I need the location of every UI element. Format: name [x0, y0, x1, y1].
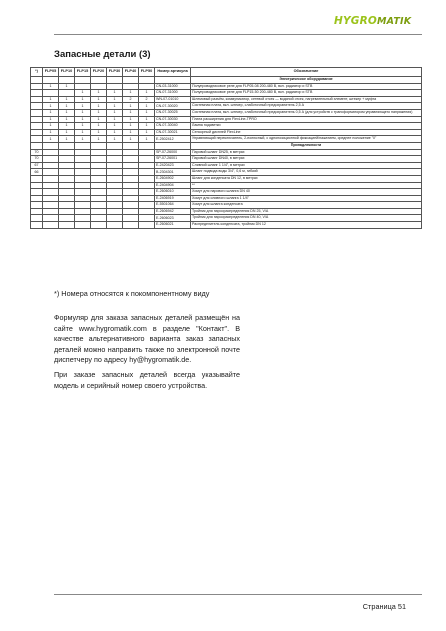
table-row — [31, 123, 422, 130]
table-cell: 1 — [91, 109, 107, 116]
table-row — [31, 156, 422, 163]
table-cell: 1 — [139, 90, 155, 97]
table-cell — [91, 142, 107, 149]
table-cell — [59, 162, 75, 169]
table-cell — [139, 149, 155, 156]
table-cell — [139, 182, 155, 189]
footnote: *) Номера относятся к покомпонентному виду — [54, 289, 210, 298]
table-section-row — [31, 142, 422, 149]
table-row — [31, 222, 422, 229]
table-cell: 1 — [123, 90, 139, 97]
table-cell: 1 — [107, 109, 123, 116]
table-cell: 1 — [107, 90, 123, 97]
table-cell — [43, 149, 59, 156]
table-cell — [75, 189, 91, 196]
table-cell — [43, 202, 59, 209]
description-cell: Электрическое оборудование — [191, 77, 422, 84]
table-cell: 1 — [59, 136, 75, 143]
table-cell — [75, 149, 91, 156]
table-cell — [91, 208, 107, 215]
article-number-cell: SP-07-26001 — [155, 156, 191, 163]
article-number-cell: CN-07-30020 — [155, 103, 191, 110]
table-cell: 1 — [107, 136, 123, 143]
table-cell: 1 — [123, 103, 139, 110]
table-cell — [43, 182, 59, 189]
table-cell: 1 — [59, 116, 75, 123]
table-cell — [139, 162, 155, 169]
table-cell: 1 — [75, 116, 91, 123]
table-cell — [91, 149, 107, 156]
table-cell — [31, 123, 43, 130]
description-cell: Хомут для шланга конденсата — [191, 202, 422, 209]
table-cell — [91, 162, 107, 169]
table-cell — [43, 169, 59, 176]
table-cell — [123, 156, 139, 163]
table-row — [31, 162, 422, 169]
table-cell — [43, 208, 59, 215]
table-cell — [31, 136, 43, 143]
article-number-cell: E-2606010 — [155, 189, 191, 196]
description-cell: Системная плата, вкл. штекер, слаботочный предохранитель 2,5 А — [191, 103, 422, 110]
table-cell: 1 — [107, 103, 123, 110]
table-cell — [123, 215, 139, 222]
article-number-cell: E-2604902 — [155, 175, 191, 182]
table-cell — [59, 149, 75, 156]
table-cell: 66 — [31, 169, 43, 176]
table-cell — [43, 215, 59, 222]
table-cell — [31, 96, 43, 103]
table-cell: 1 — [91, 90, 107, 97]
table-cell — [91, 222, 107, 229]
table-cell — [31, 77, 43, 84]
table-cell — [59, 208, 75, 215]
table-cell: 2 — [139, 96, 155, 103]
table-cell — [107, 162, 123, 169]
table-cell — [31, 182, 43, 189]
article-number-cell: CN-07-30025 — [155, 109, 191, 116]
table-cell — [31, 90, 43, 97]
description-cell: Паровой шланг DN40, в метрах — [191, 156, 422, 163]
table-cell — [91, 189, 107, 196]
header-rule — [54, 34, 422, 35]
table-cell: 1 — [123, 136, 139, 143]
table-cell — [31, 103, 43, 110]
table-cell: 70 — [31, 149, 43, 156]
table-cell — [123, 202, 139, 209]
description-cell: ** — [191, 182, 422, 189]
table-cell — [59, 156, 75, 163]
table-cell — [75, 222, 91, 229]
table-cell — [91, 182, 107, 189]
table-cell — [107, 149, 123, 156]
description-cell: Принадлежности — [191, 142, 422, 149]
description-cell: Шланг подвода воды 3/4", 0,6 м, гибкий — [191, 169, 422, 176]
table-cell: 1 — [43, 129, 59, 136]
table-cell — [123, 77, 139, 84]
table-cell — [75, 83, 91, 90]
table-cell — [59, 195, 75, 202]
description-cell: Шлемовый разъём, коммуникатор, сетевой отсек — водяной отсек, нагревательный элемент, штекер + муфта — [191, 96, 422, 103]
table-cell — [107, 169, 123, 176]
table-cell — [139, 169, 155, 176]
table-cell — [59, 215, 75, 222]
table-cell: 1 — [43, 136, 59, 143]
table-cell: 1 — [91, 96, 107, 103]
table-cell: 1 — [107, 129, 123, 136]
article-number-cell: E-2606021 — [155, 222, 191, 229]
table-cell — [59, 202, 75, 209]
table-cell — [75, 169, 91, 176]
table-cell — [91, 175, 107, 182]
table-cell — [139, 83, 155, 90]
spare-parts-table — [30, 67, 422, 229]
table-cell: 1 — [91, 136, 107, 143]
table-cell — [31, 175, 43, 182]
table-cell — [75, 182, 91, 189]
table-cell — [59, 182, 75, 189]
article-number-cell: E-5501064 — [155, 202, 191, 209]
table-cell — [43, 189, 59, 196]
table-cell — [123, 189, 139, 196]
table-cell: 1 — [91, 116, 107, 123]
table-cell: 70 — [31, 156, 43, 163]
table-cell: 1 — [123, 116, 139, 123]
description-cell: Шланг для конденсата DN 12, в метрах — [191, 175, 422, 182]
article-number-cell: CN-07-30021 — [155, 129, 191, 136]
logo-part-matik: MATIK — [377, 16, 412, 27]
description-cell: Плата расширения для FlexLine-TPRO — [191, 116, 422, 123]
table-cell — [43, 142, 59, 149]
column-header: Обозначение — [191, 68, 422, 77]
table-cell — [107, 195, 123, 202]
description-cell: Распределитель конденсата, тройник DN 12 — [191, 222, 422, 229]
column-header: FLP40 — [123, 68, 139, 77]
table-row — [31, 182, 422, 189]
table-cell — [91, 156, 107, 163]
table-cell — [107, 189, 123, 196]
table-cell — [139, 222, 155, 229]
article-number-cell: E-2420423 — [155, 162, 191, 169]
table-cell — [91, 83, 107, 90]
table-cell — [123, 142, 139, 149]
article-number-cell: E-2406919 — [155, 195, 191, 202]
table-header-row — [31, 68, 422, 77]
table-cell — [123, 208, 139, 215]
table-cell: 1 — [43, 123, 59, 130]
table-cell — [139, 208, 155, 215]
table-cell — [139, 77, 155, 84]
table-cell — [31, 116, 43, 123]
table-cell: 1 — [75, 109, 91, 116]
table-row — [31, 189, 422, 196]
table-row — [31, 169, 422, 176]
table-cell — [91, 195, 107, 202]
description-cell: Полупроводниковое реле для FLP05-08 200-480 В, вкл. радиатор и STB — [191, 83, 422, 90]
table-cell — [107, 208, 123, 215]
table-cell — [107, 83, 123, 90]
table-cell: 1 — [59, 96, 75, 103]
order-note-paragraph: При заказе запасных деталей всегда указывайте модель и серийный номер своего устройства. — [54, 370, 240, 390]
table-cell: 1 — [75, 136, 91, 143]
table-cell — [31, 202, 43, 209]
description-cell: Паровой шланг DN25, в метрах — [191, 149, 422, 156]
hygromatik-logo — [334, 15, 424, 27]
table-row — [31, 103, 422, 110]
description-cell: Системная плата, вкл. штекер, слаботочный предохранитель 0,5 А (для устройств с трансформатором управляющего напряжения) — [191, 109, 422, 116]
table-row — [31, 175, 422, 182]
table-cell — [31, 129, 43, 136]
column-header: FLP15 — [75, 68, 91, 77]
table-cell: 1 — [75, 129, 91, 136]
table-row — [31, 202, 422, 209]
table-cell — [107, 156, 123, 163]
table-cell — [107, 142, 123, 149]
table-cell — [75, 215, 91, 222]
table-cell: 1 — [75, 103, 91, 110]
table-cell — [139, 189, 155, 196]
table-cell — [59, 175, 75, 182]
table-cell — [43, 156, 59, 163]
table-cell: 1 — [59, 109, 75, 116]
table-cell — [31, 83, 43, 90]
table-cell — [123, 222, 139, 229]
article-number-cell — [155, 77, 191, 84]
table-cell: 1 — [91, 129, 107, 136]
article-number-cell: CN-07-30030 — [155, 116, 191, 123]
logo-part-hygro: HYGRO — [334, 15, 378, 27]
order-info-paragraph: Формуляр для заказа запасных деталей размещён на сайте www.hygromatik.com в разделе "Контакт". В качестве альтернативного варианта заказ запасных деталей можно направить также по электронной почте диспетчеру по адресу hy@hygromatik.de. — [54, 313, 240, 365]
table-cell — [75, 175, 91, 182]
column-header: *) — [31, 68, 43, 77]
table-cell — [31, 189, 43, 196]
table-cell: 1 — [139, 129, 155, 136]
table-cell — [43, 175, 59, 182]
table-cell: 1 — [75, 90, 91, 97]
column-header: FLP05 — [43, 68, 59, 77]
table-cell — [59, 189, 75, 196]
table-cell: 1 — [139, 103, 155, 110]
table-cell — [31, 195, 43, 202]
table-cell: 1 — [107, 96, 123, 103]
column-header: FLP10 — [59, 68, 75, 77]
article-number-cell: SP-07-26000 — [155, 149, 191, 156]
table-cell — [139, 202, 155, 209]
description-cell: Лампа подсветки — [191, 123, 422, 130]
table-cell — [75, 77, 91, 84]
table-cell — [91, 169, 107, 176]
table-cell — [107, 222, 123, 229]
table-cell — [107, 215, 123, 222]
table-row — [31, 116, 422, 123]
article-number-cell: E-2606023 — [155, 215, 191, 222]
description-cell: Полупроводниковое реле для FLP15-50 200-480 В, вкл. радиатор и STB — [191, 90, 422, 97]
column-header: FLP20 — [91, 68, 107, 77]
table-cell — [107, 175, 123, 182]
article-number-cell: CN-03-31000 — [155, 83, 191, 90]
table-cell: 1 — [75, 96, 91, 103]
table-cell: 1 — [139, 123, 155, 130]
article-number-cell — [155, 142, 191, 149]
table-cell — [107, 182, 123, 189]
table-cell — [43, 222, 59, 229]
table-cell: 1 — [43, 116, 59, 123]
table-cell — [123, 162, 139, 169]
article-number-cell: CN-07-31000 — [155, 90, 191, 97]
table-cell — [43, 162, 59, 169]
table-cell — [75, 156, 91, 163]
table-cell — [123, 169, 139, 176]
table-cell — [91, 202, 107, 209]
table-cell — [59, 222, 75, 229]
description-cell: Тройник для пароораспределения DN 40, V/A — [191, 215, 422, 222]
article-number-cell: E-2606942 — [155, 208, 191, 215]
page-number: Страница 51 — [362, 602, 406, 611]
table-cell: 1 — [107, 116, 123, 123]
table-cell — [59, 169, 75, 176]
table-cell — [31, 222, 43, 229]
table-cell — [31, 208, 43, 215]
table-row — [31, 96, 422, 103]
table-cell — [139, 142, 155, 149]
table-cell: 1 — [123, 129, 139, 136]
table-cell — [43, 77, 59, 84]
table-cell: 1 — [91, 103, 107, 110]
table-cell — [75, 208, 91, 215]
table-row — [31, 195, 422, 202]
footer-rule — [54, 594, 422, 595]
table-row — [31, 136, 422, 143]
table-cell: 1 — [43, 83, 59, 90]
table-row — [31, 208, 422, 215]
table-cell: 1 — [43, 96, 59, 103]
table-cell: 1 — [139, 136, 155, 143]
table-cell: 1 — [123, 109, 139, 116]
table-cell — [43, 90, 59, 97]
column-header: Номер артикула — [155, 68, 191, 77]
table-cell — [75, 202, 91, 209]
table-cell: 1 — [43, 103, 59, 110]
table-cell: 1 — [123, 123, 139, 130]
table-cell — [123, 149, 139, 156]
table-row — [31, 129, 422, 136]
table-cell — [123, 182, 139, 189]
table-cell — [139, 156, 155, 163]
table-cell — [31, 109, 43, 116]
column-header: FLP50 — [139, 68, 155, 77]
page-title: Запасные детали (3) — [54, 49, 151, 60]
table-cell — [139, 195, 155, 202]
table-cell — [91, 215, 107, 222]
table-cell: 2 — [123, 96, 139, 103]
table-cell — [75, 162, 91, 169]
description-cell: Тройник для пароораспределения DN 25, V/A — [191, 208, 422, 215]
table-cell: 1 — [59, 83, 75, 90]
article-number-cell: CN-07-30040 — [155, 123, 191, 130]
table-cell: 1 — [59, 123, 75, 130]
description-cell: Сливной шланг 1 1/4", в метрах — [191, 162, 422, 169]
description-cell: Хомут для парового шланга DN 40 — [191, 189, 422, 196]
description-cell: Управляющий переключатель, 2-полюсный, с однопозиционной фиксацией/нажатием, среднее положение "0" — [191, 136, 422, 143]
table-cell: 1 — [107, 123, 123, 130]
table-row — [31, 90, 422, 97]
table-section-row — [31, 77, 422, 84]
column-header: FLP30 — [107, 68, 123, 77]
table-cell: 1 — [43, 109, 59, 116]
table-cell — [139, 175, 155, 182]
description-cell: Сенсорный дисплей FlexLine — [191, 129, 422, 136]
table-cell: 1 — [91, 123, 107, 130]
table-cell: 1 — [59, 129, 75, 136]
table-cell — [107, 77, 123, 84]
table-cell — [59, 90, 75, 97]
table-row — [31, 215, 422, 222]
table-cell — [75, 195, 91, 202]
table-cell: 1 — [139, 109, 155, 116]
table-cell — [43, 195, 59, 202]
table-cell — [59, 142, 75, 149]
table-cell: 1 — [75, 123, 91, 130]
table-cell — [31, 142, 43, 149]
table-row — [31, 83, 422, 90]
table-cell — [91, 77, 107, 84]
table-cell — [123, 195, 139, 202]
table-cell — [31, 215, 43, 222]
table-cell: 1 — [139, 116, 155, 123]
table-row — [31, 109, 422, 116]
article-number-cell: WN-07-01010 — [155, 96, 191, 103]
table-row — [31, 149, 422, 156]
description-cell: Хомут для сливного шланга 1 1/4" — [191, 195, 422, 202]
table-cell — [139, 215, 155, 222]
article-number-cell: B-2304301 — [155, 169, 191, 176]
article-number-cell: E-2404904 — [155, 182, 191, 189]
article-number-cell: E-2502412 — [155, 136, 191, 143]
table-cell — [59, 77, 75, 84]
table-cell — [123, 175, 139, 182]
table-cell — [123, 83, 139, 90]
table-cell: 1 — [59, 103, 75, 110]
table-cell — [75, 142, 91, 149]
table-cell — [107, 202, 123, 209]
table-cell: 67 — [31, 162, 43, 169]
